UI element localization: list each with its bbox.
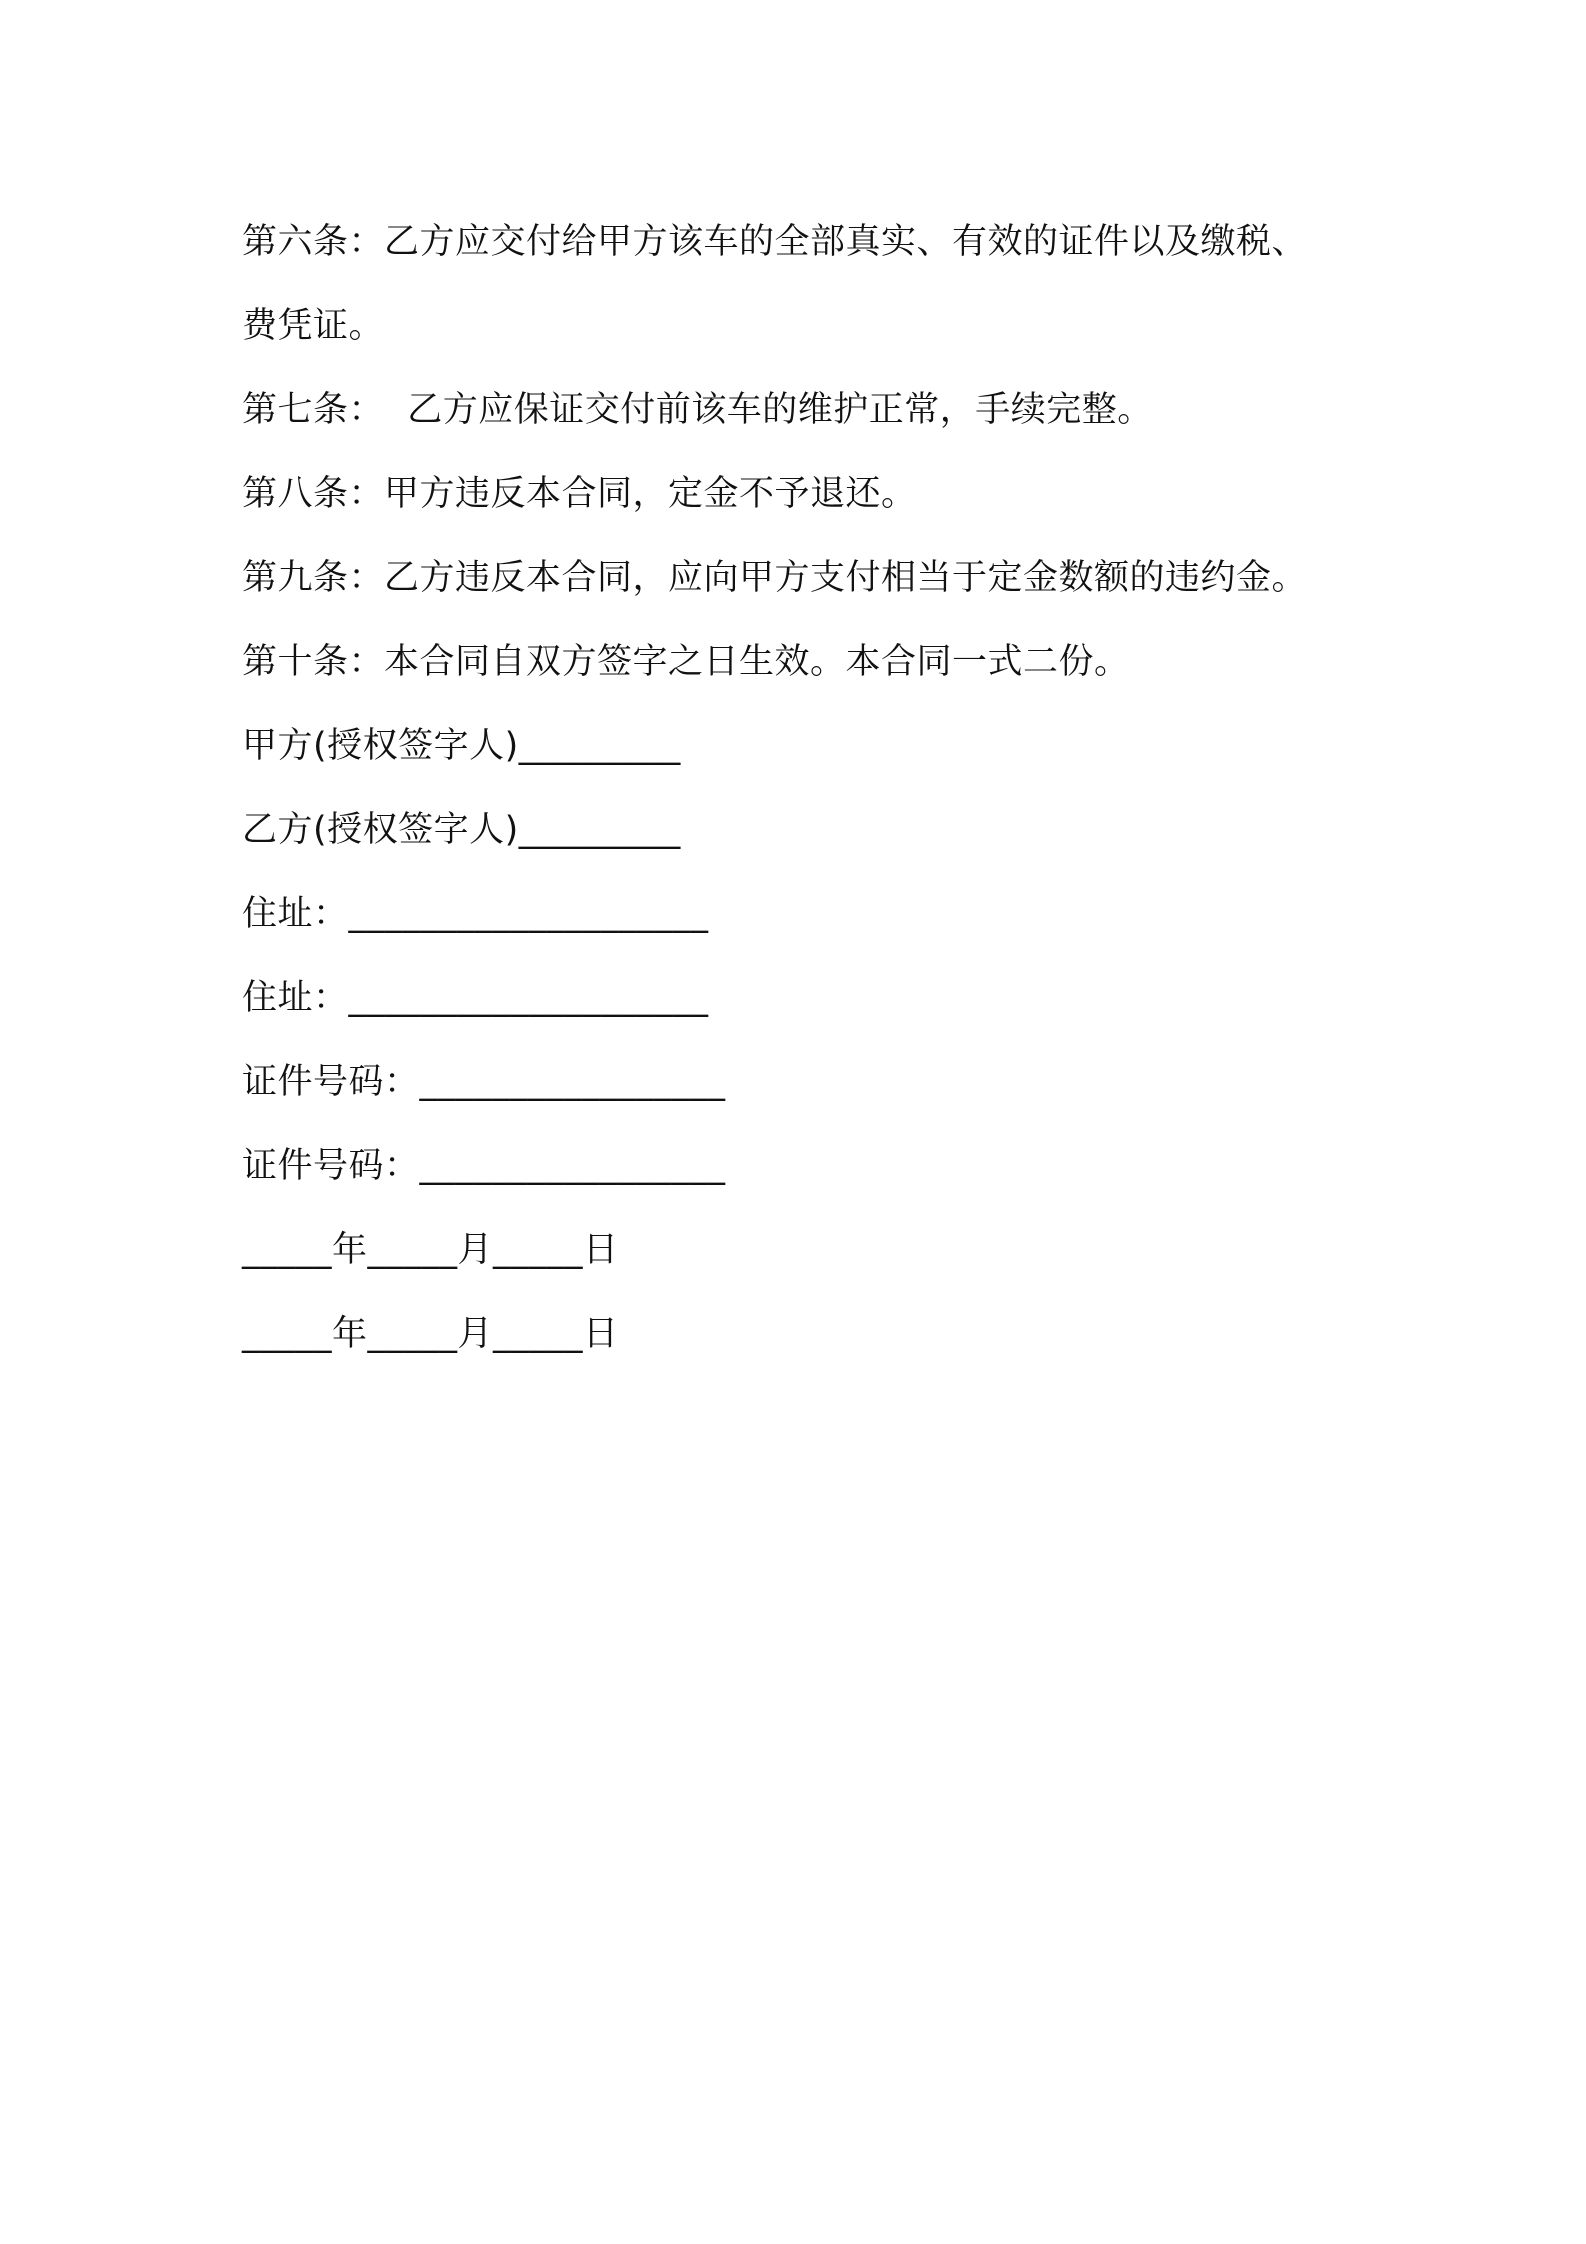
address-field-a: 住址：____________________ (242, 894, 709, 934)
party-a-signatory: 甲方(授权签字人)_________ (242, 726, 681, 766)
article-6-line-2: 费凭证。 (242, 306, 385, 346)
article-8: 第八条：甲方违反本合同，定金不予退还。 (242, 474, 917, 514)
id-number-field-a: 证件号码：_________________ (242, 1062, 726, 1102)
id-number-field-b: 证件号码：_________________ (242, 1146, 726, 1186)
article-10: 第十条：本合同自双方签字之日生效。本合同一式二份。 (242, 642, 1130, 682)
article-7: 第七条： 乙方应保证交付前该车的维护正常，手续完整。 (242, 390, 1153, 430)
address-field-b: 住址：____________________ (242, 978, 709, 1018)
date-field-b: _____年_____月_____日 (242, 1314, 619, 1354)
article-9: 第九条：乙方违反本合同，应向甲方支付相当于定金数额的违约金。 (242, 558, 1308, 598)
article-6-line-1: 第六条：乙方应交付给甲方该车的全部真实、有效的证件以及缴税、 (242, 222, 1308, 262)
date-field-a: _____年_____月_____日 (242, 1230, 619, 1270)
party-b-signatory: 乙方(授权签字人)_________ (242, 810, 681, 850)
contract-body (242, 200, 1362, 1376)
